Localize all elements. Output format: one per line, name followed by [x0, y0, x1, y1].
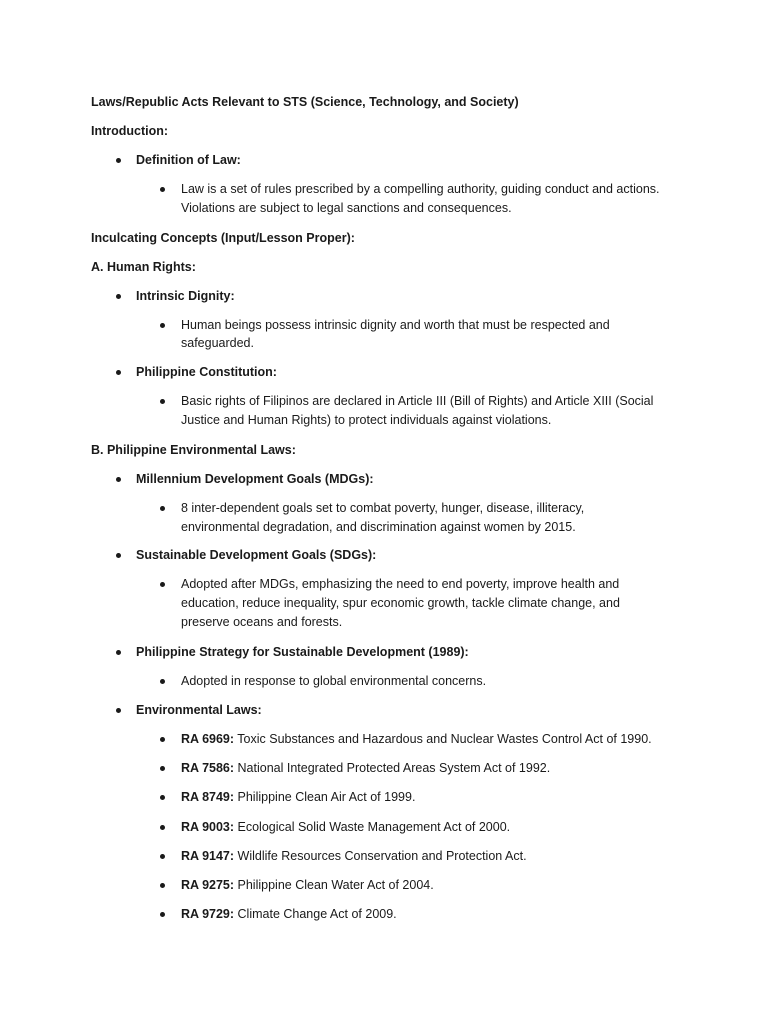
sdg-text-line-1: Adopted after MDGs, emphasizing the need to end poverty, improve health and	[181, 577, 620, 591]
law-title: Climate Change Act of 2009.	[234, 907, 397, 921]
bullet-icon	[160, 399, 165, 404]
bullet-icon	[116, 650, 121, 655]
bullet-icon	[160, 506, 165, 511]
law-code: RA 9147:	[181, 849, 235, 863]
definition-text-line-2: Violations are subject to legal sanctions and consequences.	[181, 201, 512, 215]
bullet-icon	[160, 795, 165, 800]
sdg-text-line-2: education, reduce inequality, spur economic growth, tackle climate change, and	[181, 596, 620, 610]
intrinsic-text-line-1: Human beings possess intrinsic dignity and worth that must be respected and	[181, 318, 610, 332]
bullet-icon	[116, 553, 121, 558]
law-title: Ecological Solid Waste Management Act of 2000.	[234, 820, 511, 834]
intrinsic-text-line-2: safeguarded.	[181, 336, 254, 350]
definition-text-line-1: Law is a set of rules prescribed by a compelling authority, guiding conduct and actions.	[181, 182, 660, 196]
bullet-icon	[160, 854, 165, 859]
human-rights-heading: A. Human Rights:	[91, 260, 196, 274]
law-code: RA 6969:	[181, 732, 235, 746]
mdg-heading: Millennium Development Goals (MDGs):	[136, 472, 374, 486]
definition-of-law-heading: Definition of Law:	[136, 153, 241, 167]
law-item	[181, 818, 510, 836]
law-code: RA 7586:	[181, 761, 235, 775]
law-title: Philippine Clean Water Act of 2004.	[234, 878, 434, 892]
constitution-text-line-1: Basic rights of Filipinos are declared in Article III (Bill of Rights) and Article XIII (Social	[181, 394, 654, 408]
bullet-icon	[160, 825, 165, 830]
bullet-icon	[160, 883, 165, 888]
psd-heading: Philippine Strategy for Sustainable Development (1989):	[136, 645, 469, 659]
intrinsic-dignity-heading: Intrinsic Dignity:	[136, 289, 235, 303]
law-code: RA 9729:	[181, 907, 235, 921]
law-title: Philippine Clean Air Act of 1999.	[234, 790, 416, 804]
mdg-text-line-1: 8 inter-dependent goals set to combat poverty, hunger, disease, illiteracy,	[181, 501, 585, 515]
psd-text: Adopted in response to global environmental concerns.	[181, 674, 487, 688]
sdg-text-line-3: preserve oceans and forests.	[181, 615, 343, 629]
env-laws-heading: Environmental Laws:	[136, 703, 262, 717]
bullet-icon	[116, 294, 121, 299]
bullet-icon	[160, 679, 165, 684]
bullet-icon	[160, 323, 165, 328]
law-code: RA 9275:	[181, 878, 235, 892]
bullet-icon	[116, 158, 121, 163]
bullet-icon	[160, 187, 165, 192]
document-title: Laws/Republic Acts Relevant to STS (Science, Technology, and Society)	[91, 95, 519, 109]
law-item	[181, 905, 397, 923]
environmental-laws-heading: B. Philippine Environmental Laws:	[91, 443, 296, 457]
bullet-icon	[160, 737, 165, 742]
law-item	[181, 847, 527, 865]
sdg-heading: Sustainable Development Goals (SDGs):	[136, 548, 377, 562]
law-item	[181, 876, 434, 894]
law-title: National Integrated Protected Areas System Act of 1992.	[234, 761, 551, 775]
law-title: Toxic Substances and Hazardous and Nuclear Wastes Control Act of 1990.	[234, 732, 652, 746]
law-code: RA 9003:	[181, 820, 235, 834]
law-item	[181, 788, 415, 806]
bullet-icon	[116, 370, 121, 375]
constitution-heading: Philippine Constitution:	[136, 365, 277, 379]
bullet-icon	[160, 766, 165, 771]
inculcating-heading: Inculcating Concepts (Input/Lesson Proper):	[91, 231, 355, 245]
law-item	[181, 730, 652, 748]
constitution-text-line-2: Justice and Human Rights) to protect individuals against violations.	[181, 413, 552, 427]
law-item	[181, 759, 550, 777]
bullet-icon	[160, 582, 165, 587]
law-title: Wildlife Resources Conservation and Protection Act.	[234, 849, 527, 863]
bullet-icon	[116, 708, 121, 713]
law-code: RA 8749:	[181, 790, 235, 804]
bullet-icon	[160, 912, 165, 917]
introduction-heading: Introduction:	[91, 124, 169, 138]
bullet-icon	[116, 477, 121, 482]
mdg-text-line-2: environmental degradation, and discrimination against women by 2015.	[181, 520, 576, 534]
